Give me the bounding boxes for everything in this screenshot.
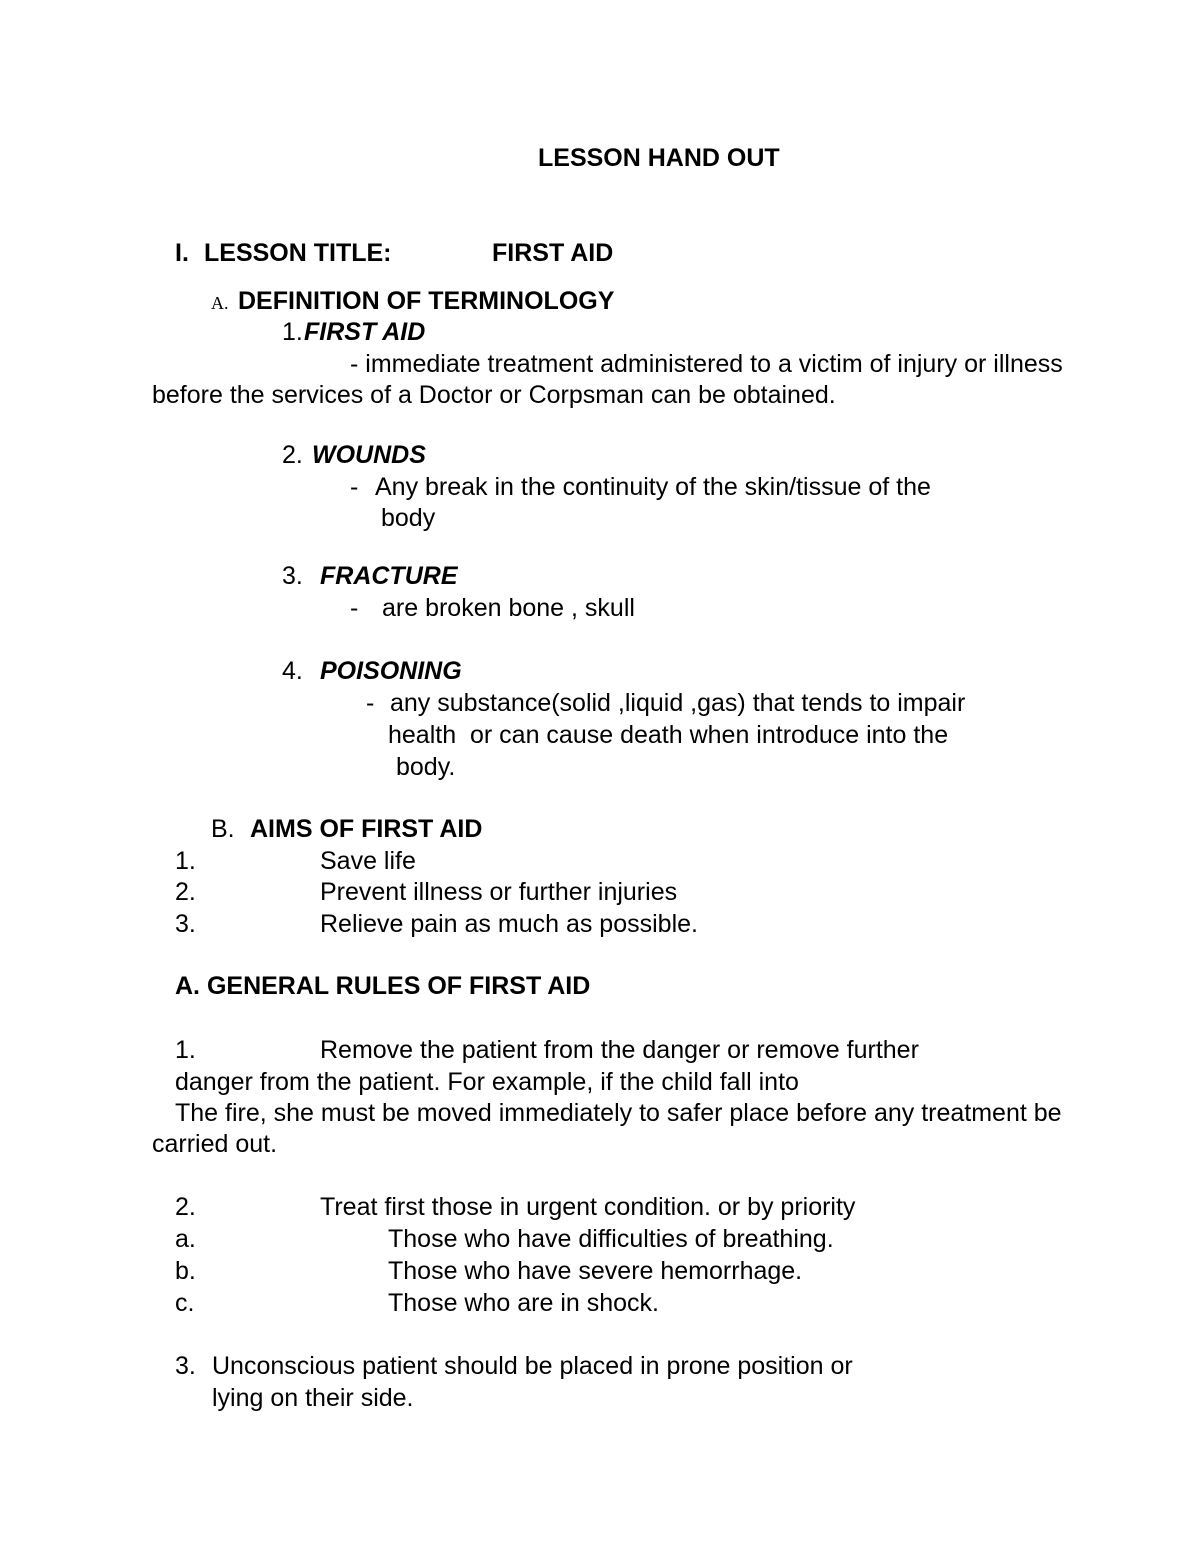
sub-item-letter: b. [175,1257,196,1285]
page-title: LESSON HAND OUT [538,144,780,172]
rule-text: danger from the patient. For example, if the child fall into [175,1068,799,1096]
definition-text: health or can cause death when introduce into the [388,721,949,749]
definition-text: body [381,504,436,532]
definition-term: POISONING [320,657,462,685]
definitions-heading: DEFINITION OF TERMINOLOGY [238,287,615,315]
definition-text: - immediate treatment administered to a victim of injury or illness [350,350,1063,378]
definition-text: any substance(solid ,liquid ,gas) that tends to impair [390,689,966,717]
sub-item: Those who have severe hemorrhage. [388,1257,803,1285]
list-item: Save life [320,847,416,875]
rules-heading: A. GENERAL RULES OF FIRST AID [175,972,591,1000]
sub-item: Those who are in shock. [388,1289,659,1317]
definition-dash: - [366,689,375,717]
definition-text: before the services of a Doctor or Corpsman can be obtained. [152,381,836,409]
rule-number: 1. [175,1036,196,1064]
rule-number: 3. [175,1352,196,1380]
aims-letter: B. [211,815,235,843]
rule-number: 2. [175,1193,196,1221]
aims-heading: AIMS OF FIRST AID [250,815,483,843]
definition-term: FIRST AID [304,318,426,346]
list-item: Prevent illness or further injuries [320,878,678,906]
lesson-title: FIRST AID [492,239,614,267]
rule-text: Treat first those in urgent condition. or by priority [320,1193,856,1221]
list-item: Relieve pain as much as possible. [320,910,698,938]
definition-text: are broken bone , skull [382,594,635,622]
definition-dash: - [350,594,359,622]
rule-text: Remove the patient from the danger or remove further [320,1036,919,1064]
sub-item: Those who have difficulties of breathing. [388,1225,834,1253]
rule-text: lying on their side. [212,1384,414,1412]
lesson-title-label: LESSON TITLE: [204,239,392,267]
definition-number: 3. [282,562,303,590]
definition-number: 1. [282,318,303,346]
definition-term: FRACTURE [320,562,458,590]
definition-dash: - [350,473,359,501]
definition-text: Any break in the continuity of the skin/tissue of the [375,473,931,501]
list-item-number: 1. [175,847,196,875]
definitions-letter: A. [211,293,229,313]
sub-item-letter: c. [175,1289,195,1317]
list-item-number: 3. [175,910,196,938]
definition-number: 4. [282,657,303,685]
list-item-number: 2. [175,878,196,906]
rule-text: The fire, she must be moved immediately to safer place before any treatment be [175,1099,1062,1127]
lesson-number: I. [175,239,189,267]
rule-text: carried out. [152,1130,278,1158]
rule-text: Unconscious patient should be placed in prone position or [212,1352,853,1380]
definition-text: body. [396,753,456,781]
sub-item-letter: a. [175,1225,196,1253]
definition-number: 2. [282,441,303,469]
definition-term: WOUNDS [312,441,426,469]
